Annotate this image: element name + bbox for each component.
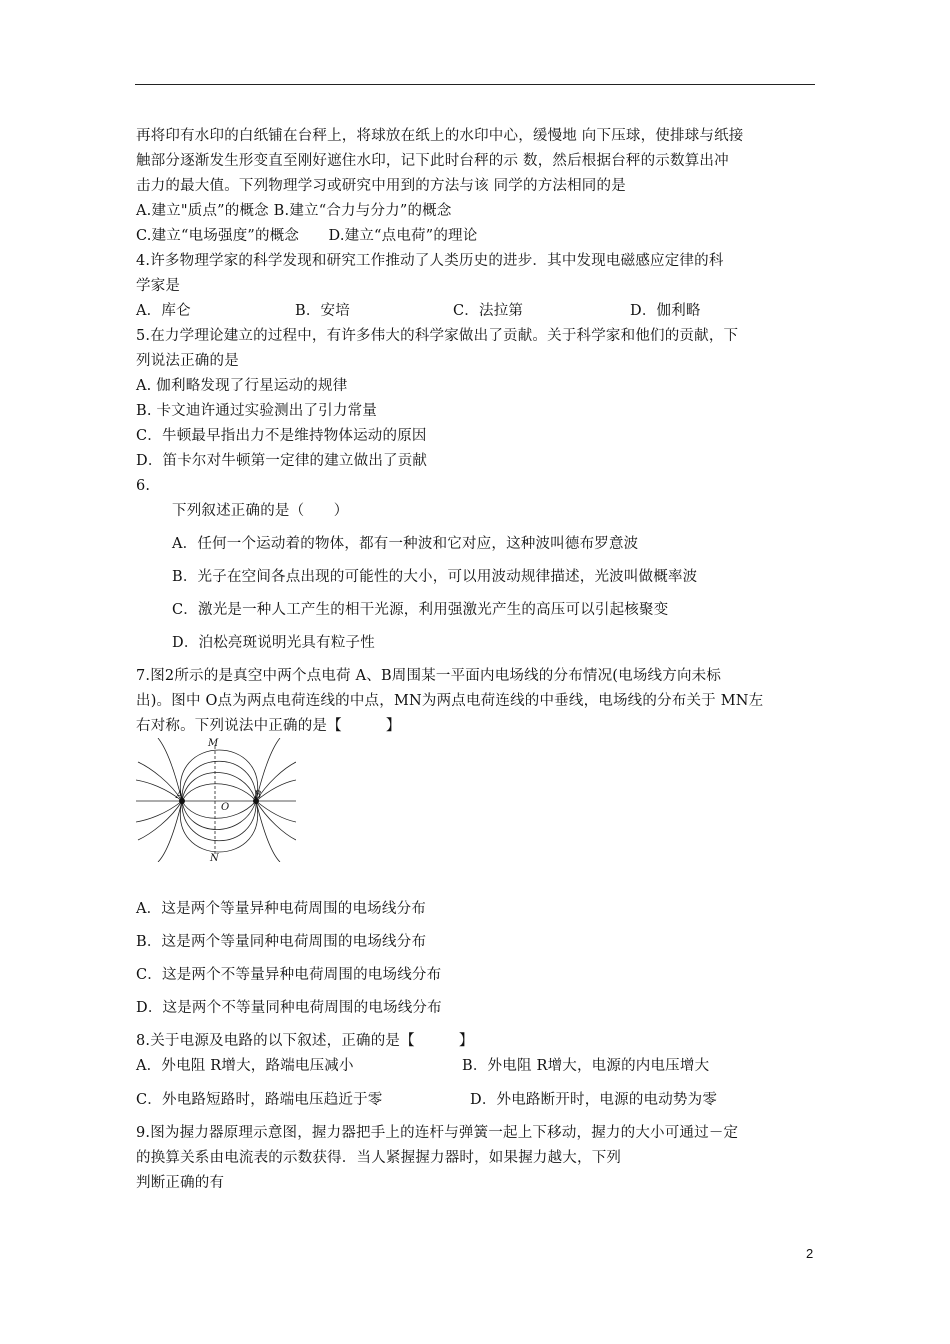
- q4-option-b: B．安培: [295, 303, 350, 319]
- q5-option-c: C．牛顿最早指出力不是维持物体运动的原因: [136, 428, 427, 444]
- q7-option-b: B．这是两个等量同种电荷周围的电场线分布: [136, 934, 427, 950]
- q3-options-ab: A.建立"质点”的概念 B.建立“合力与分力”的概念: [136, 203, 452, 219]
- q7-option-c: C．这是两个不等量异种电荷周围的电场线分布: [136, 967, 442, 983]
- q6-option-c: C．激光是一种人工产生的相干光源，利用强激光产生的高压可以引起核聚变: [172, 602, 669, 618]
- q9-stem-3: 判断正确的有: [136, 1175, 225, 1191]
- q5-option-a: A. 伽利略发现了行星运动的规律: [136, 378, 348, 394]
- q5-stem-1: 5.在力学理论建立的过程中，有许多伟大的科学家做出了贡献。关于科学家和他们的贡献，下: [136, 328, 739, 344]
- q5-option-b: B. 卡文迪许通过实验测出了引力常量: [136, 403, 377, 419]
- q4-stem-1: 4.许多物理学家的科学发现和研究工作推动了人类历史的进步．其中发现电磁感应定律的科: [136, 253, 724, 269]
- q9-stem-1: 9.图为握力器原理示意图，握力器把手上的连杆与弹簧一起上下移动，握力的大小可通过－定: [136, 1125, 739, 1141]
- q7-option-a: A．这是两个等量异种电荷周围的电场线分布: [136, 901, 426, 917]
- q7-stem-3: 右对称。下列说法中正确的是【 】: [136, 718, 401, 734]
- q5-stem-2: 列说法正确的是: [136, 353, 239, 369]
- label-a: A: [176, 790, 184, 801]
- q4-option-a: A．库仑: [136, 303, 191, 319]
- q8-option-d: D．外电路断开时，电源的电动势为零: [470, 1092, 718, 1108]
- q6-number: 6.: [136, 478, 151, 494]
- header-rule: [135, 84, 815, 85]
- page-number: 2: [806, 1246, 814, 1261]
- q7-stem-2: 出)。图中 O点为两点电荷连线的中点，MN为两点电荷连线的中垂线，电场线的分布关于 MN左: [136, 693, 764, 709]
- q6-option-b: B．光子在空间各点出现的可能性的大小，可以用波动规律描述，光波叫做概率波: [172, 569, 698, 585]
- q9-stem-2: 的换算关系由电流表的示数获得．当人紧握握力器时，如果握力越大，下列: [136, 1150, 622, 1166]
- q7-option-d: D．这是两个不等量同种电荷周围的电场线分布: [136, 1000, 442, 1016]
- q8-option-b: B．外电阻 R增大，电源的内电压增大: [462, 1058, 710, 1074]
- q6-stem: 下列叙述正确的是（ ）: [172, 503, 349, 519]
- q7-stem-1: 7.图2所示的是真空中两个点电荷 A、B周围某一平面内电场线的分布情况(电场线方向未标: [136, 668, 722, 684]
- label-n: N: [210, 853, 219, 862]
- electric-field-lines-figure: [136, 738, 296, 862]
- q5-option-d: D．笛卡尔对牛顿第一定律的建立做出了贡献: [136, 453, 428, 469]
- intro-line-1: 再将印有水印的白纸铺在台秤上，将球放在纸上的水印中心，缓慢地 向下压球，使排球与纸接: [136, 128, 744, 144]
- q8-option-a: A．外电阻 R增大，路端电压减小: [136, 1058, 354, 1074]
- label-o: O: [221, 802, 230, 813]
- q6-option-a: A．任何一个运动着的物体，都有一种波和它对应，这种波叫德布罗意波: [172, 536, 639, 552]
- q4-option-c: C．法拉第: [453, 303, 524, 319]
- q8-stem: 8.关于电源及电路的以下叙述，正确的是【 】: [136, 1033, 474, 1049]
- q4-option-d: D．伽利略: [630, 303, 701, 319]
- intro-line-3: 击力的最大值。下列物理学习或研究中用到的方法与该 同学的方法相同的是: [136, 178, 626, 194]
- q4-stem-2: 学家是: [136, 278, 181, 294]
- q3-options-cd: C.建立“电场强度”的概念 D.建立“点电荷”的理论: [136, 228, 478, 244]
- label-b: B: [254, 790, 262, 801]
- label-m: M: [208, 738, 219, 749]
- q6-option-d: D．泊松亮斑说明光具有粒子性: [172, 635, 375, 651]
- intro-line-2: 触部分逐渐发生形变直至刚好遮住水印，记下此时台秤的示 数，然后根据台秤的示数算出冲: [136, 153, 729, 169]
- q8-option-c: C．外电路短路时，路端电压趋近于零: [136, 1092, 383, 1108]
